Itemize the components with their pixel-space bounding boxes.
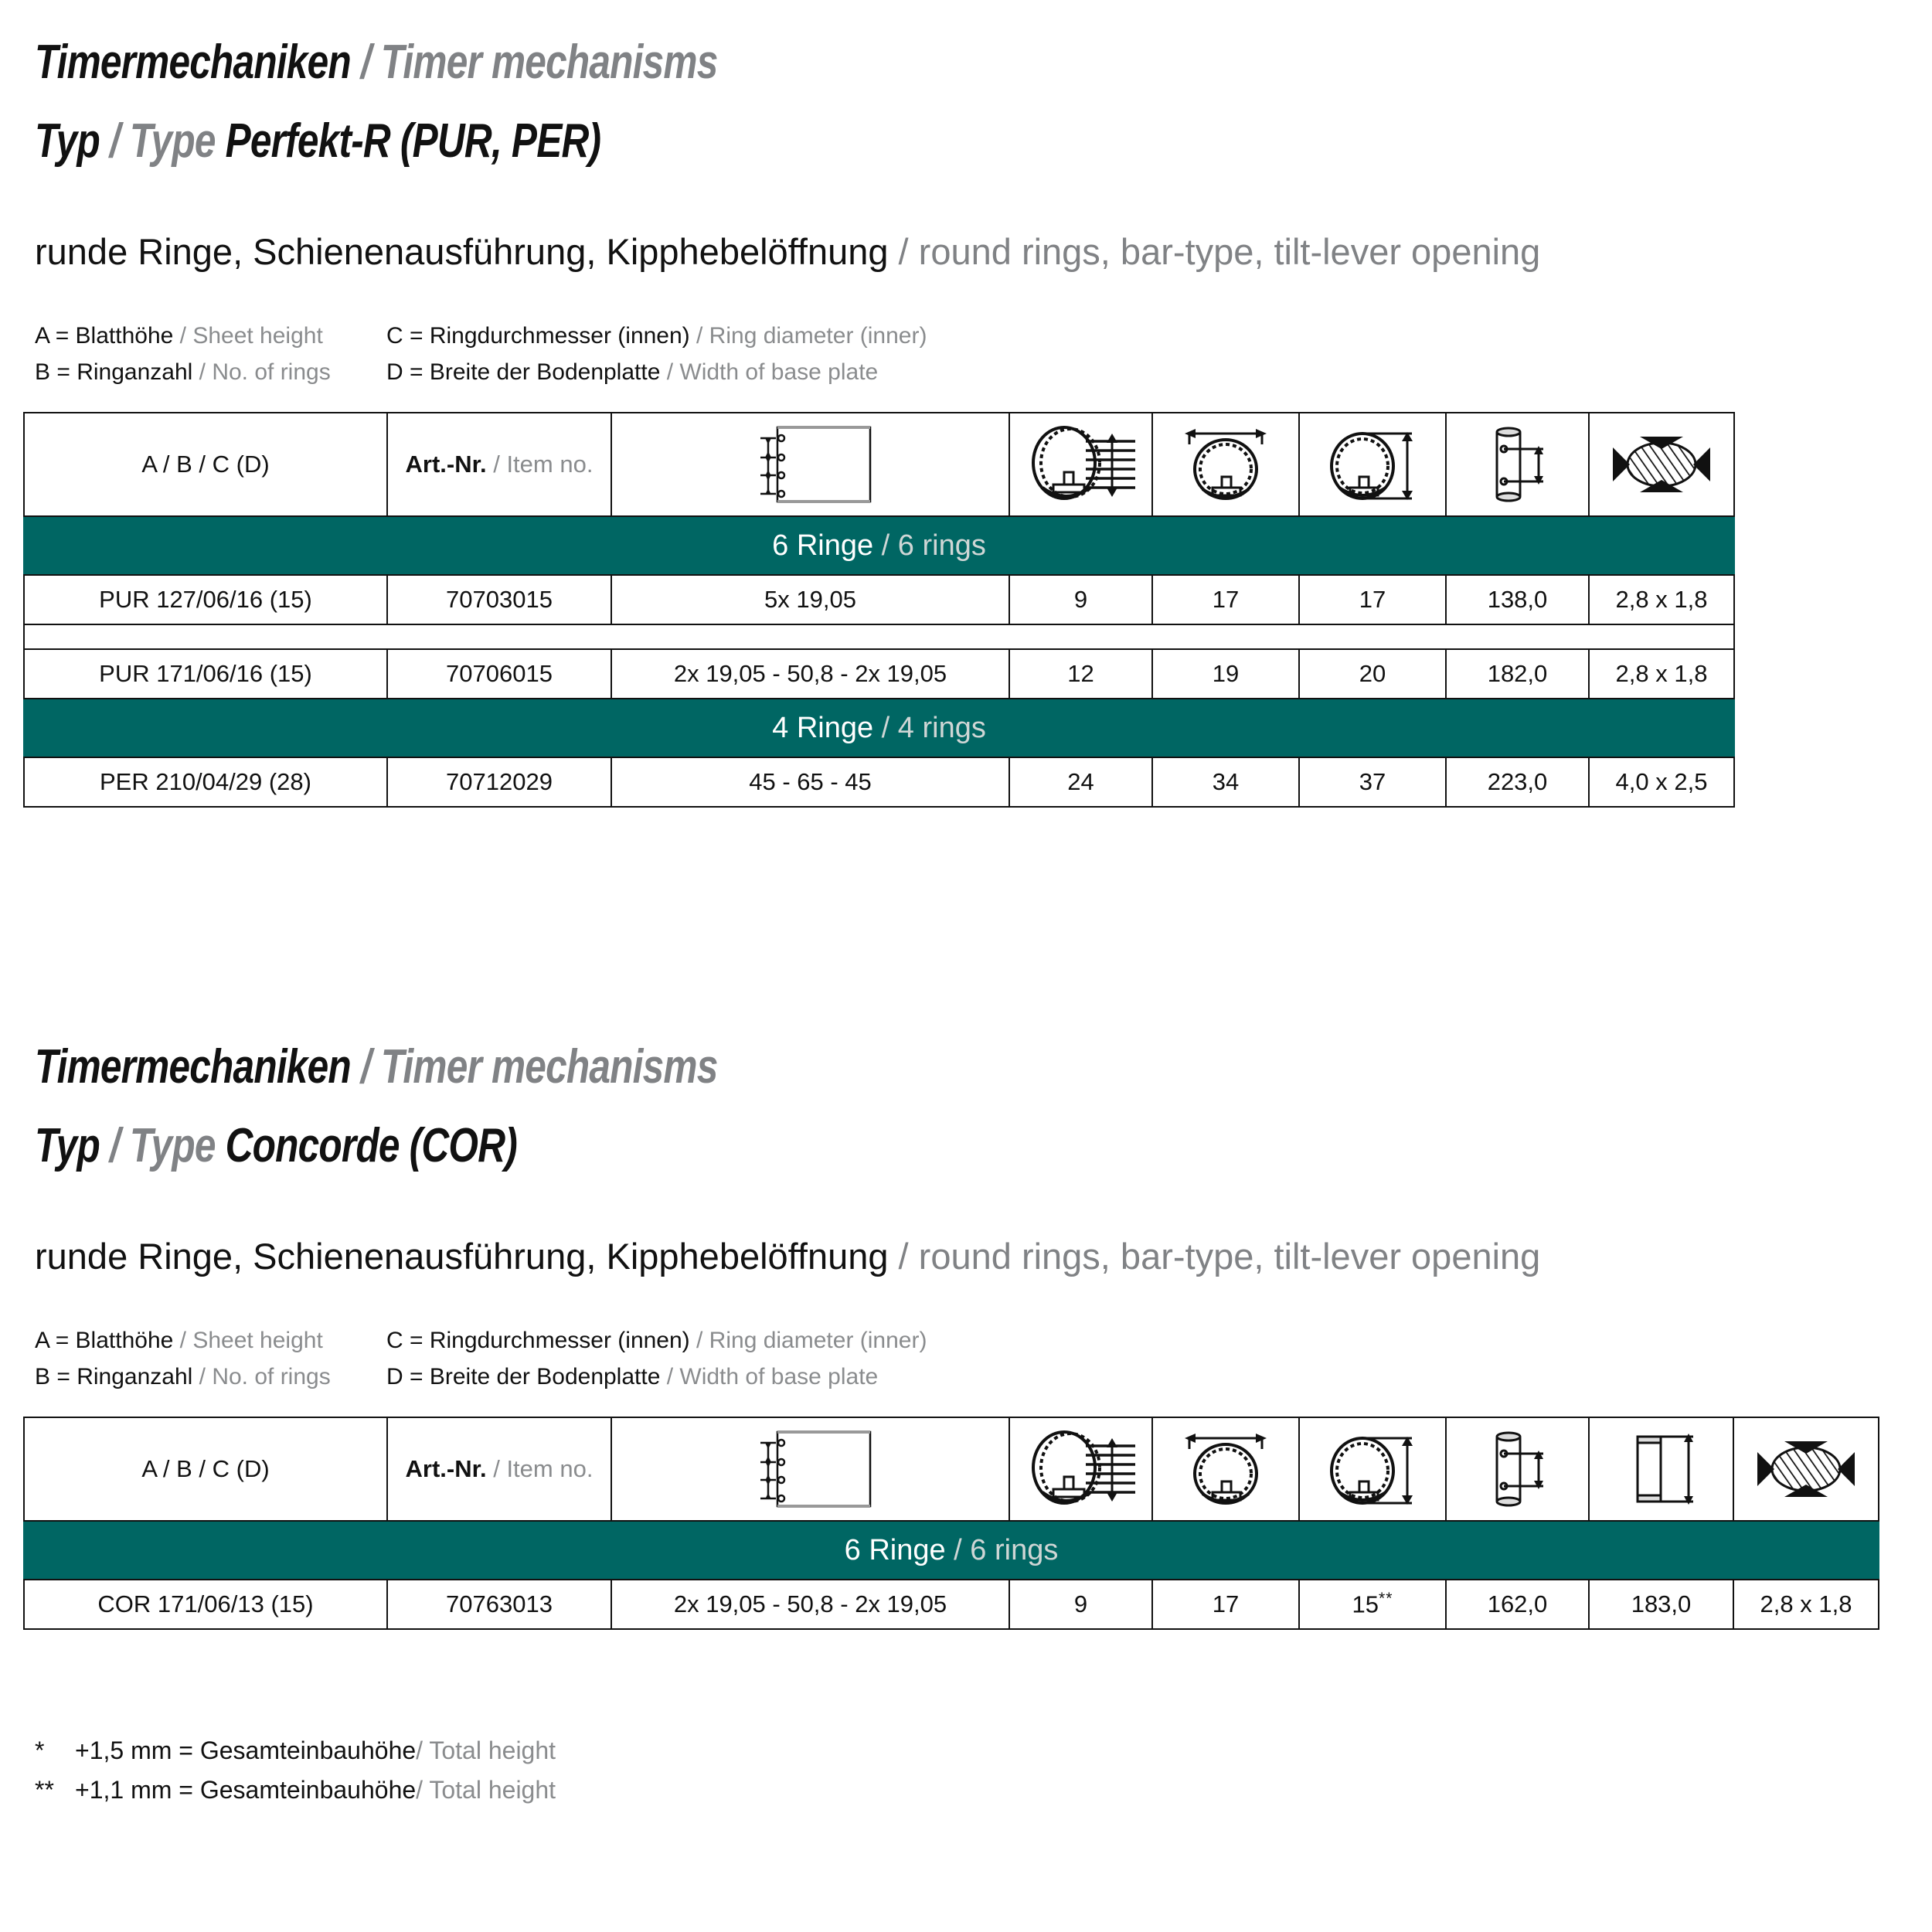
sheet-capacity-ring-icon bbox=[1009, 413, 1152, 516]
section-2-subtitle-de: runde Ringe, Schienenausführung, Kipphebelöffnung bbox=[35, 1236, 889, 1277]
footnote-mark: ** bbox=[35, 1776, 54, 1804]
cell-designation: PUR 171/06/16 (15) bbox=[24, 649, 387, 699]
table-row bbox=[24, 649, 1734, 699]
group-label: 4 Ringe / 4 rings bbox=[24, 699, 1734, 757]
section-2-type-en: Type bbox=[129, 1119, 216, 1172]
cell-ring-height-value: 15 bbox=[1352, 1590, 1379, 1618]
cell-base-plate-dims: 2,8 x 1,8 bbox=[1733, 1580, 1879, 1629]
cell-ring-width: 34 bbox=[1152, 757, 1299, 807]
hole-spacing-icon bbox=[611, 413, 1009, 516]
footnote-marker: ** bbox=[1379, 1590, 1393, 1608]
cell-designation: PUR 127/06/16 (15) bbox=[24, 575, 387, 624]
footnote-text-de: +1,1 mm = Gesamteinbauhöhe bbox=[75, 1776, 417, 1804]
legend-a: A = Blatthöhe / Sheet height bbox=[35, 323, 323, 349]
hole-spacing-icon bbox=[611, 1417, 1009, 1521]
section-1-title bbox=[35, 37, 1553, 87]
base-plate-hole-distance-icon bbox=[1446, 413, 1589, 516]
cell-item-no: 70706015 bbox=[387, 649, 611, 699]
cell-designation: PER 210/04/29 (28) bbox=[24, 757, 387, 807]
cell-sheets: 9 bbox=[1009, 1580, 1152, 1629]
cell-base-plate-dims: 2,8 x 1,8 bbox=[1589, 649, 1734, 699]
footnote-row bbox=[35, 1770, 1932, 1810]
table-row bbox=[24, 1580, 1879, 1629]
spec-table-concorde bbox=[23, 1417, 1879, 1630]
cell-ring-width: 19 bbox=[1152, 649, 1299, 699]
cell-ring-height: 37 bbox=[1299, 757, 1446, 807]
table-row bbox=[24, 757, 1734, 807]
cell-designation: COR 171/06/13 (15) bbox=[24, 1580, 387, 1629]
section-1-subtitle bbox=[0, 232, 1932, 272]
cell-sheets: 24 bbox=[1009, 757, 1152, 807]
section-2-type bbox=[35, 1121, 1553, 1171]
cell-sheets: 12 bbox=[1009, 649, 1152, 699]
section-1-legend bbox=[0, 318, 1932, 390]
cell-hole-spacing: 45 - 65 - 45 bbox=[611, 757, 1009, 807]
legend-c: C = Ringdurchmesser (innen) / Ring diameter (inner) bbox=[386, 1328, 927, 1353]
legend-a: A = Blatthöhe / Sheet height bbox=[35, 1328, 323, 1353]
table-row bbox=[24, 575, 1734, 624]
group-header-4-rings bbox=[24, 699, 1734, 757]
table-spacer-row bbox=[24, 624, 1734, 649]
footnote-mark: * bbox=[35, 1736, 45, 1764]
footnotes bbox=[0, 1731, 1932, 1810]
cell-ring-height bbox=[1299, 1580, 1446, 1629]
section-2-title-sep: / bbox=[350, 1040, 381, 1094]
section-2-type-line bbox=[0, 1121, 1932, 1171]
cell-sheets: 9 bbox=[1009, 575, 1152, 624]
cell-hole-spacing: 5x 19,05 bbox=[611, 575, 1009, 624]
legend-row bbox=[35, 1359, 1932, 1396]
section-2-heading bbox=[0, 1042, 1932, 1092]
cell-base-plate-length: 138,0 bbox=[1446, 575, 1589, 624]
group-label: 6 Ringe / 6 rings bbox=[24, 1521, 1879, 1580]
cell-ring-width: 17 bbox=[1152, 1580, 1299, 1629]
group-header-6-rings bbox=[24, 516, 1734, 575]
sheet-capacity-ring-icon bbox=[1009, 1417, 1152, 1521]
cell-base-plate-dims: 2,8 x 1,8 bbox=[1589, 575, 1734, 624]
section-1-type-line bbox=[0, 116, 1932, 166]
section-2-type-sep: / bbox=[99, 1119, 130, 1172]
legend-d: D = Breite der Bodenplatte / Width of base plate bbox=[386, 1363, 879, 1389]
section-1-title-en: Timer mechanisms bbox=[380, 36, 718, 89]
legend-b: B = Ringanzahl / No. of rings bbox=[35, 1363, 331, 1389]
section-1-type bbox=[35, 116, 1553, 166]
cell-base-plate-length: 223,0 bbox=[1446, 757, 1589, 807]
section-1-title-sep: / bbox=[350, 36, 381, 89]
base-plate-hole-distance-icon bbox=[1446, 1417, 1589, 1521]
section-1-type-de: Typ bbox=[35, 114, 100, 168]
section-2-title-de: Timermechaniken bbox=[35, 1040, 351, 1094]
footnote-row bbox=[35, 1731, 1932, 1770]
cell-base-plate-length: 162,0 bbox=[1446, 1580, 1589, 1629]
header-item-no: Art.-Nr. / Item no. bbox=[387, 1417, 611, 1521]
section-1-subtitle-en: / round rings, bar-type, tilt-lever opening bbox=[888, 231, 1541, 272]
section-1-title-de: Timermechaniken bbox=[35, 36, 351, 89]
footnote-text-de: +1,5 mm = Gesamteinbauhöhe bbox=[75, 1736, 417, 1764]
section-1-subtitle-de: runde Ringe, Schienenausführung, Kipphebelöffnung bbox=[35, 231, 889, 272]
cell-item-no: 70712029 bbox=[387, 757, 611, 807]
legend-row bbox=[35, 355, 1932, 391]
section-2-type-name: Concorde (COR) bbox=[225, 1119, 517, 1172]
header-designation: A / B / C (D) bbox=[24, 413, 387, 516]
cell-ring-height: 20 bbox=[1299, 649, 1446, 699]
cell-ring-height: 17 bbox=[1299, 575, 1446, 624]
cell-hole-spacing: 2x 19,05 - 50,8 - 2x 19,05 bbox=[611, 649, 1009, 699]
section-2-title bbox=[35, 1042, 1553, 1092]
ring-width-icon bbox=[1152, 413, 1299, 516]
section-1-type-en: Type bbox=[129, 114, 216, 168]
total-bar-length-icon bbox=[1589, 1417, 1733, 1521]
legend-c: C = Ringdurchmesser (innen) / Ring diameter (inner) bbox=[386, 323, 927, 349]
base-plate-dimensions-icon bbox=[1589, 413, 1734, 516]
section-1-type-name: Perfekt-R (PUR, PER) bbox=[225, 114, 601, 168]
section-2-title-en: Timer mechanisms bbox=[380, 1040, 718, 1094]
cell-base-plate-length: 182,0 bbox=[1446, 649, 1589, 699]
cell-hole-spacing: 2x 19,05 - 50,8 - 2x 19,05 bbox=[611, 1580, 1009, 1629]
base-plate-dimensions-icon bbox=[1733, 1417, 1879, 1521]
section-2-subtitle-en: / round rings, bar-type, tilt-lever opening bbox=[888, 1236, 1541, 1277]
cell-ring-width: 17 bbox=[1152, 575, 1299, 624]
section-1-heading bbox=[0, 37, 1932, 87]
group-header-6-rings bbox=[24, 1521, 1879, 1580]
table-header-row bbox=[24, 413, 1734, 516]
header-designation: A / B / C (D) bbox=[24, 1417, 387, 1521]
cell-item-no: 70763013 bbox=[387, 1580, 611, 1629]
section-1-type-sep: / bbox=[99, 114, 130, 168]
cell-base-plate-dims: 4,0 x 2,5 bbox=[1589, 757, 1734, 807]
header-item-no: Art.-Nr. / Item no. bbox=[387, 413, 611, 516]
cell-total-length: 183,0 bbox=[1589, 1580, 1733, 1629]
table-header-row bbox=[24, 1417, 1879, 1521]
footnote-text-en: / Total height bbox=[416, 1736, 556, 1764]
cell-item-no: 70703015 bbox=[387, 575, 611, 624]
legend-row bbox=[35, 318, 1932, 355]
legend-d: D = Breite der Bodenplatte / Width of base plate bbox=[386, 359, 879, 385]
section-2-type-de: Typ bbox=[35, 1119, 100, 1172]
group-label: 6 Ringe / 6 rings bbox=[24, 516, 1734, 575]
ring-height-icon bbox=[1299, 1417, 1446, 1521]
ring-width-icon bbox=[1152, 1417, 1299, 1521]
legend-b: B = Ringanzahl / No. of rings bbox=[35, 359, 331, 385]
section-2-legend bbox=[0, 1323, 1932, 1395]
legend-row bbox=[35, 1323, 1932, 1359]
section-2-subtitle bbox=[0, 1236, 1932, 1277]
spec-table-perfekt-r bbox=[23, 412, 1735, 808]
ring-height-icon bbox=[1299, 413, 1446, 516]
footnote-text-en: / Total height bbox=[416, 1776, 556, 1804]
